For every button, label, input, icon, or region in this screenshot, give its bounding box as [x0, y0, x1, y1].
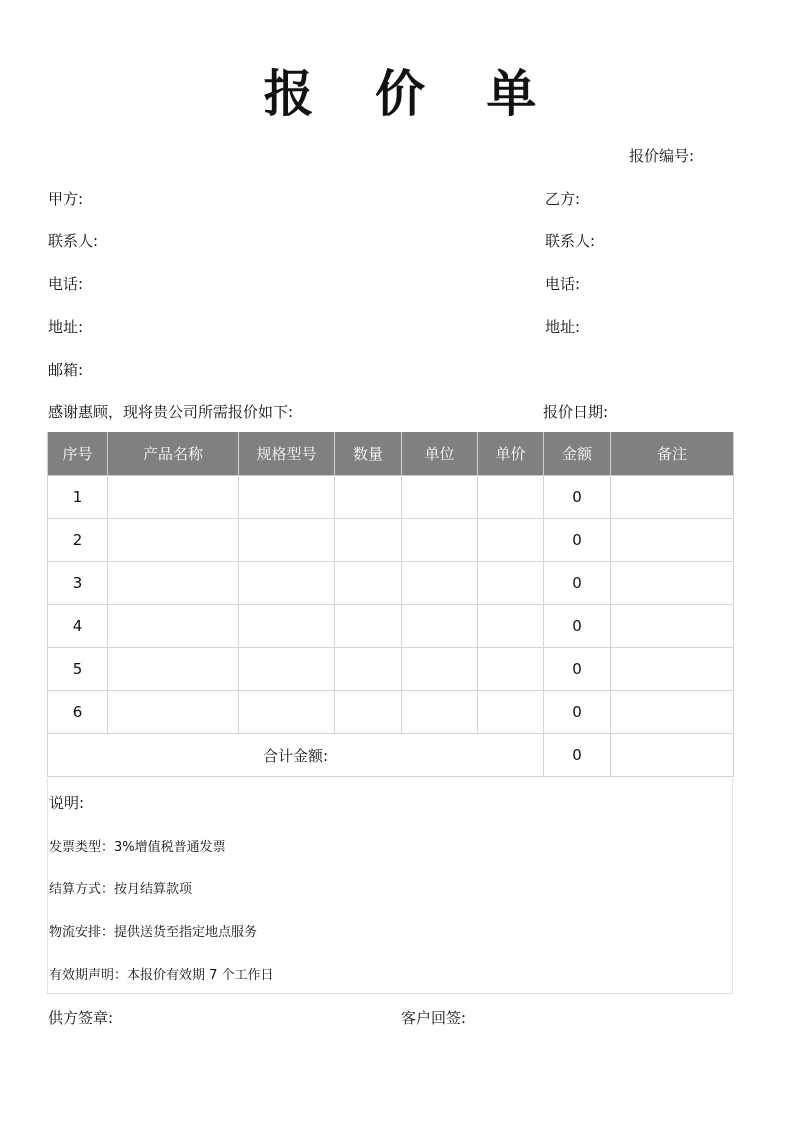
row-number-cell: 4 — [48, 605, 108, 648]
supplier-signature-label: 供方签章: — [48, 1009, 114, 1027]
quote-number-label: 报价编号: — [629, 147, 695, 165]
amount-cell: 0 — [544, 691, 611, 734]
spec-cell[interactable] — [239, 519, 335, 562]
row-number-cell: 5 — [48, 648, 108, 691]
spec-cell[interactable] — [239, 605, 335, 648]
unit-cell[interactable] — [402, 648, 478, 691]
quote-table — [47, 432, 734, 777]
unit-cell[interactable] — [402, 519, 478, 562]
table-row — [48, 691, 734, 734]
remarks-cell[interactable] — [611, 476, 734, 519]
total-amount: 0 — [544, 734, 611, 777]
amount-cell: 0 — [544, 519, 611, 562]
spec-cell[interactable] — [239, 476, 335, 519]
remarks-cell[interactable] — [611, 648, 734, 691]
header-cell-unit: 单位 — [402, 432, 478, 476]
product-name-cell[interactable] — [108, 476, 239, 519]
product-name-cell[interactable] — [108, 605, 239, 648]
document-title: 报 价 单 — [263, 65, 559, 123]
party-a-email-label: 邮箱: — [48, 361, 84, 379]
quote-date-label: 报价日期: — [543, 403, 609, 421]
notes-heading: 说明: — [49, 794, 85, 812]
table-row — [48, 648, 734, 691]
total-label: 合计金额: — [48, 734, 544, 777]
notes-section — [47, 779, 733, 994]
amount-cell: 0 — [544, 476, 611, 519]
settlement-method-note: 结算方式：按月结算款项 — [49, 882, 193, 897]
header-cell-quantity: 数量 — [335, 432, 402, 476]
header-cell-remarks: 备注 — [611, 432, 734, 476]
spec-cell[interactable] — [239, 648, 335, 691]
row-number-cell: 2 — [48, 519, 108, 562]
party-b-label: 乙方: — [545, 190, 581, 208]
row-number-cell: 1 — [48, 476, 108, 519]
header-cell-unit-price: 单价 — [478, 432, 544, 476]
total-row — [48, 734, 734, 777]
remarks-cell[interactable] — [611, 562, 734, 605]
remarks-cell[interactable] — [611, 519, 734, 562]
amount-cell: 0 — [544, 648, 611, 691]
party-b-phone-label: 电话: — [545, 275, 581, 293]
unit-price-cell[interactable] — [478, 605, 544, 648]
table-row — [48, 562, 734, 605]
spec-cell[interactable] — [239, 691, 335, 734]
party-a-contact-label: 联系人: — [48, 232, 99, 250]
product-name-cell[interactable] — [108, 648, 239, 691]
header-cell-no: 序号 — [48, 432, 108, 476]
unit-cell[interactable] — [402, 476, 478, 519]
customer-signature-label: 客户回签: — [401, 1009, 467, 1027]
table-header-row — [48, 432, 734, 476]
row-number-cell: 3 — [48, 562, 108, 605]
product-name-cell[interactable] — [108, 519, 239, 562]
header-cell-spec: 规格型号 — [239, 432, 335, 476]
unit-price-cell[interactable] — [478, 519, 544, 562]
logistics-note: 物流安排：提供送货至指定地点服务 — [49, 925, 258, 940]
invoice-type-note: 发票类型：3%增值税普通发票 — [49, 840, 226, 855]
table-row — [48, 476, 734, 519]
party-a-phone-label: 电话: — [48, 275, 84, 293]
party-b-address-label: 地址: — [545, 318, 581, 336]
unit-cell[interactable] — [402, 562, 478, 605]
table-row — [48, 605, 734, 648]
quantity-cell[interactable] — [335, 605, 402, 648]
row-number-cell: 6 — [48, 691, 108, 734]
quantity-cell[interactable] — [335, 648, 402, 691]
unit-price-cell[interactable] — [478, 476, 544, 519]
quantity-cell[interactable] — [335, 476, 402, 519]
product-name-cell[interactable] — [108, 562, 239, 605]
amount-cell: 0 — [544, 605, 611, 648]
quantity-cell[interactable] — [335, 691, 402, 734]
header-cell-product-name: 产品名称 — [108, 432, 239, 476]
total-remarks-cell[interactable] — [611, 734, 734, 777]
unit-cell[interactable] — [402, 691, 478, 734]
spec-cell[interactable] — [239, 562, 335, 605]
party-b-contact-label: 联系人: — [545, 232, 596, 250]
unit-price-cell[interactable] — [478, 691, 544, 734]
quantity-cell[interactable] — [335, 562, 402, 605]
unit-price-cell[interactable] — [478, 648, 544, 691]
header-cell-amount: 金额 — [544, 432, 611, 476]
party-a-address-label: 地址: — [48, 318, 84, 336]
party-a-label: 甲方: — [48, 190, 84, 208]
unit-price-cell[interactable] — [478, 562, 544, 605]
remarks-cell[interactable] — [611, 691, 734, 734]
intro-text: 感谢惠顾，现将贵公司所需报价如下: — [48, 403, 294, 421]
table-row — [48, 519, 734, 562]
product-name-cell[interactable] — [108, 691, 239, 734]
validity-note: 有效期声明：本报价有效期 7 个工作日 — [49, 968, 274, 983]
amount-cell: 0 — [544, 562, 611, 605]
quantity-cell[interactable] — [335, 519, 402, 562]
remarks-cell[interactable] — [611, 605, 734, 648]
unit-cell[interactable] — [402, 605, 478, 648]
